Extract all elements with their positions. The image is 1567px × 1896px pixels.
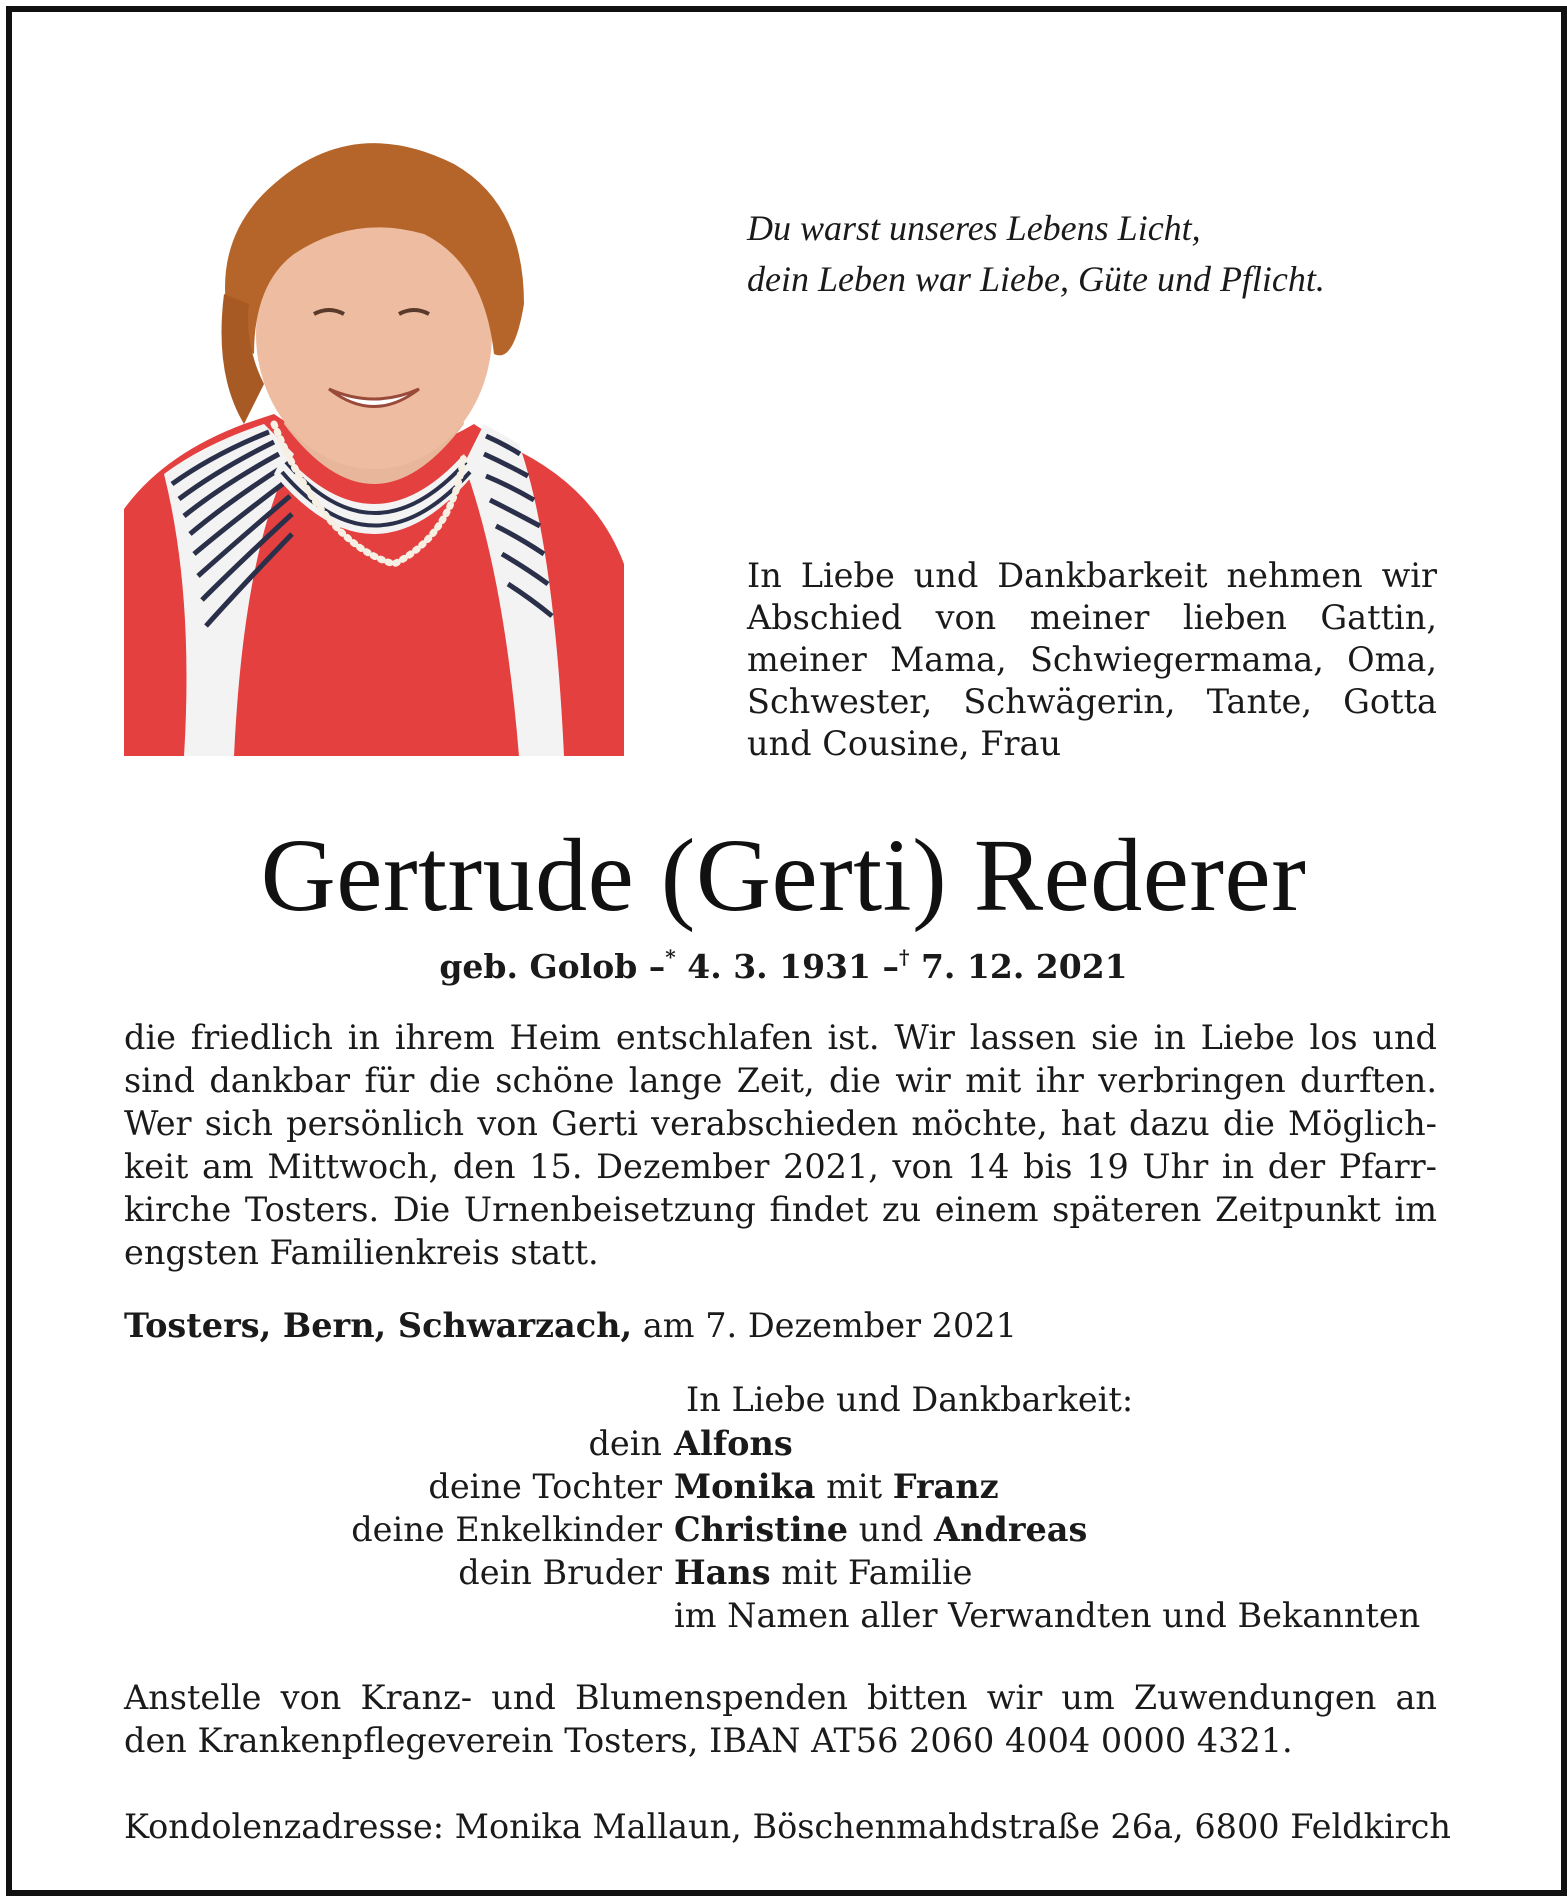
family-name: Andreas (934, 1510, 1088, 1549)
dash: – (882, 947, 899, 986)
places: Tosters, Bern, Schwarzach, (124, 1306, 633, 1345)
suffix: mit Familie (781, 1553, 973, 1592)
quote-line-2: dein Leben war Liebe, Güte und Pflicht. (747, 259, 1325, 299)
place-date-line (124, 1304, 1017, 1348)
birth-date: 4. 3. 1931 (687, 947, 871, 986)
condolence-address: Kondolenzadresse: Monika Mallaun, Böschenmahdstraße 26a, 6800 Feldkirch (124, 1807, 1451, 1846)
body-line: sind dankbar für die schöne lange Zeit, die wir mit ihr verbringen durften. (124, 1061, 1437, 1100)
intro-paragraph (747, 555, 1437, 765)
family-name: Alfons (674, 1424, 793, 1463)
body-line: die friedlich in ihrem Heim entschlafen ist. Wir lassen sie in Liebe los und (124, 1018, 1437, 1057)
suffix: im Namen aller Verwandten und Bekannten (674, 1596, 1421, 1635)
intro-line: und Cousine, Frau (747, 724, 1062, 763)
family-name: Franz (892, 1467, 999, 1506)
relation: deine Enkelkinder (351, 1510, 662, 1549)
birth-death-line (0, 935, 1567, 989)
family-name: Hans (674, 1553, 771, 1592)
signature-heading: In Liebe und Dankbarkeit: (686, 1380, 1134, 1419)
portrait-photo (124, 124, 624, 756)
dash: – (648, 947, 666, 986)
body-line: Wer sich persönlich von Gerti verabschieden möchte, hat dazu die Möglich- (124, 1104, 1437, 1143)
donation-note (124, 1676, 1437, 1762)
joiner: mit (826, 1467, 883, 1506)
joiner: und (858, 1510, 924, 1549)
quote-line-1: Du warst unseres Lebens Licht, (747, 208, 1201, 248)
signature-row (124, 1594, 1437, 1637)
family-name: Monika (674, 1467, 816, 1506)
birth-name: geb. Golob (439, 947, 638, 986)
signature-row (124, 1508, 1437, 1551)
body-line: engsten Familienkreis statt. (124, 1233, 599, 1272)
signature-row (124, 1465, 1437, 1508)
signature-row (124, 1551, 1437, 1594)
intro-line: meiner Mama, Schwiegermama, Oma, (747, 640, 1437, 679)
born-symbol: * (665, 945, 676, 969)
intro-line: Schwester, Schwägerin, Tante, Gotta (747, 682, 1437, 721)
donation-line: den Krankenpflegeverein Tosters, IBAN AT56 2060 4004 0000 4321. (124, 1721, 1293, 1760)
donation-line: Anstelle von Kranz- und Blumenspenden bitten wir um Zuwendungen an (124, 1678, 1437, 1717)
intro-line: In Liebe und Dankbarkeit nehmen wir (747, 556, 1437, 595)
signature-row (124, 1422, 1437, 1465)
body-line: kirche Tosters. Die Urnenbeisetzung findet zu einem späteren Zeitpunkt im (124, 1190, 1437, 1229)
relation: deine Tochter (428, 1467, 662, 1506)
date: am 7. Dezember 2021 (642, 1306, 1017, 1345)
deceased-name: Gertrude (Gerti) Rederer (260, 818, 1307, 933)
intro-line: Abschied von meiner lieben Gattin, (747, 598, 1437, 637)
family-name: Christine (674, 1510, 849, 1549)
body-line: keit am Mittwoch, den 15. Dezember 2021, von 14 bis 19 Uhr in der Pfarr- (124, 1147, 1437, 1186)
relation (124, 1594, 674, 1637)
died-symbol: † (898, 945, 910, 969)
body-paragraph (124, 1016, 1437, 1274)
signature-block (124, 1422, 1437, 1637)
relation: dein (588, 1424, 662, 1463)
death-date: 7. 12. 2021 (920, 947, 1128, 986)
memorial-quote (747, 203, 1325, 305)
relation: dein Bruder (458, 1553, 662, 1592)
